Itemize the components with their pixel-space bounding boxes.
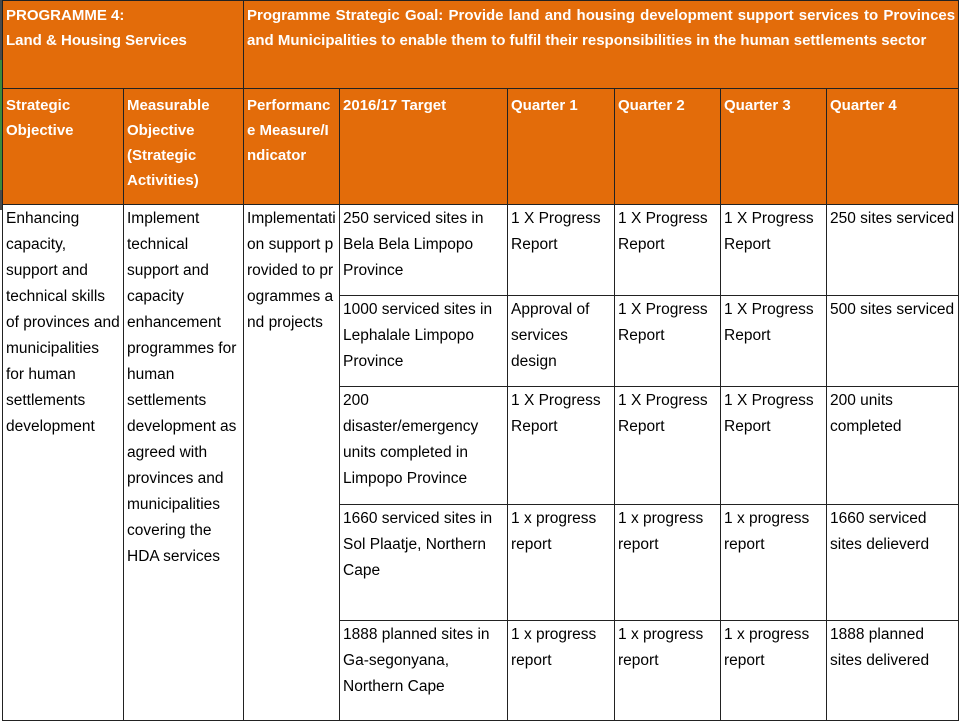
quarter-2-cell: 1 x progress report (615, 621, 721, 721)
quarter-3-cell: 1 X Progress Report (721, 296, 827, 387)
measurable-objective-cell: Implement technical support and capacity enhancement programmes for human settlements development as agreed with provinces and municipalities covering the HDA services (124, 205, 244, 721)
target-cell: 1660 serviced sites in Sol Plaatje, Northern Cape (340, 505, 508, 621)
quarter-1-cell: 1 x progress report (508, 505, 615, 621)
header-quarter-3: Quarter 3 (721, 89, 827, 205)
quarter-4-cell: 200 units completed (827, 387, 959, 505)
header-strategic-objective: Strategic Objective (3, 89, 124, 205)
programme-name: Land & Housing Services (6, 32, 187, 49)
quarter-4-cell: 1660 serviced sites delieverd (827, 505, 959, 621)
table-row (3, 205, 959, 296)
quarter-2-cell: 1 X Progress Report (615, 387, 721, 505)
quarter-3-cell: 1 X Progress Report (721, 387, 827, 505)
quarter-3-cell: 1 x progress report (721, 505, 827, 621)
header-quarter-1: Quarter 1 (508, 89, 615, 205)
header-target: 2016/17 Target (340, 89, 508, 205)
target-cell: 200 disaster/emergency units completed in Limpopo Province (340, 387, 508, 505)
performance-measure-cell: Implementation support provided to programmes and projects (244, 205, 340, 721)
quarter-2-cell: 1 X Progress Report (615, 205, 721, 296)
quarter-4-cell: 250 sites serviced (827, 205, 959, 296)
programme-title-cell (3, 1, 244, 89)
header-quarter-2: Quarter 2 (615, 89, 721, 205)
quarter-4-cell: 500 sites serviced (827, 296, 959, 387)
quarter-3-cell: 1 x progress report (721, 621, 827, 721)
quarter-2-cell: 1 X Progress Report (615, 296, 721, 387)
quarter-1-cell: 1 X Progress Report (508, 387, 615, 505)
quarter-4-cell: 1888 planned sites delivered (827, 621, 959, 721)
header-performance-measure: Performance Measure/Indicator (244, 89, 340, 205)
target-cell: 1888 planned sites in Ga-segonyana, Northern Cape (340, 621, 508, 721)
header-measurable-objective: Measurable Objective (Strategic Activities) (124, 89, 244, 205)
header-quarter-4: Quarter 4 (827, 89, 959, 205)
quarter-3-cell: 1 X Progress Report (721, 205, 827, 296)
programme-goal: Programme Strategic Goal: Provide land and housing development support services to Provinces and Municipalities to enable them to fulfil their responsibilities in the human settlements sector (244, 1, 959, 89)
target-cell: 250 serviced sites in Bela Bela Limpopo Province (340, 205, 508, 296)
performance-table (2, 0, 959, 721)
quarter-1-cell: Approval of services design (508, 296, 615, 387)
target-cell: 1000 serviced sites in Lephalale Limpopo Province (340, 296, 508, 387)
quarter-1-cell: 1 x progress report (508, 621, 615, 721)
programme-header-row (3, 1, 959, 89)
quarter-2-cell: 1 x progress report (615, 505, 721, 621)
programme-number: PROGRAMME 4: (6, 7, 125, 24)
column-header-row (3, 89, 959, 205)
strategic-objective-cell: Enhancing capacity, support and technical skills of provinces and municipalities for human settlements development (3, 205, 124, 721)
quarter-1-cell: 1 X Progress Report (508, 205, 615, 296)
